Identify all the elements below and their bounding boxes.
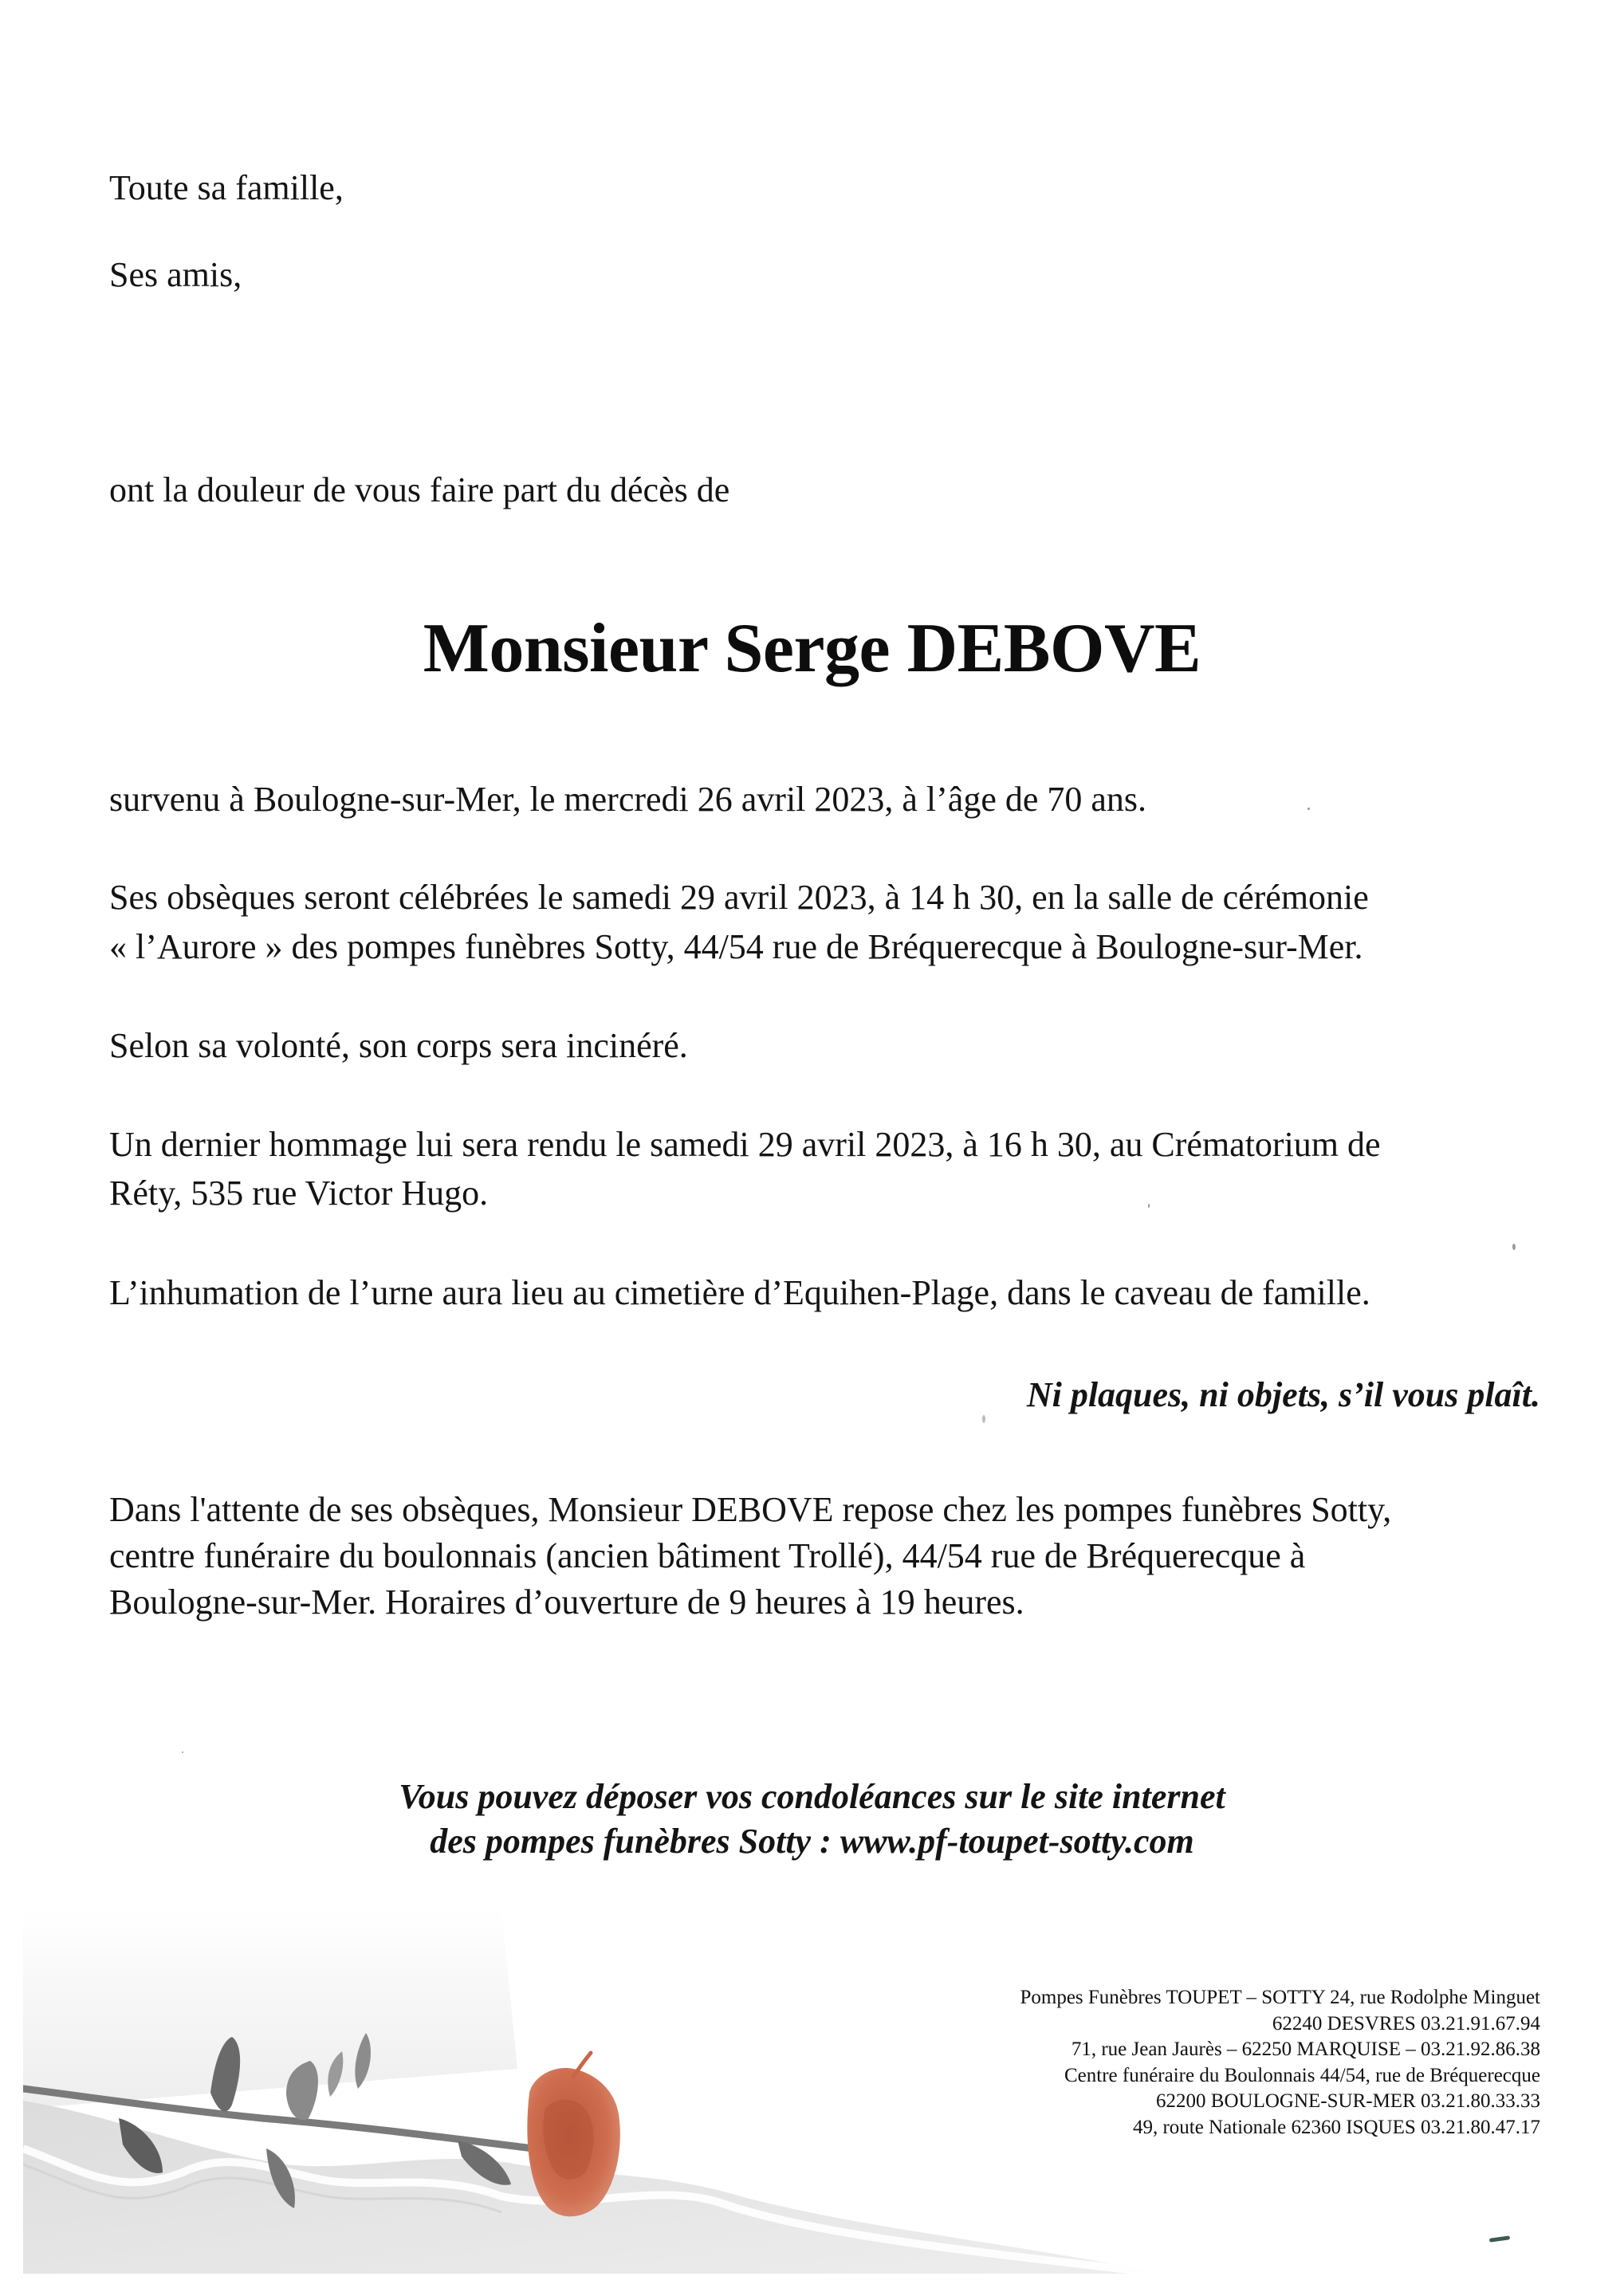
rest-place-line-3: Boulogne-sur-Mer. Horaires d’ouverture de 9 heures à 19 heures. [109, 1582, 1024, 1622]
condolences-line-1: Vous pouvez déposer vos condoléances sur le site internet [399, 1777, 1225, 1816]
tribute-line-2: Réty, 535 rue Victor Hugo. [109, 1174, 489, 1213]
footer-line-desvres: 62240 DESVRES 03.21.91.67.94 [1272, 2012, 1540, 2035]
scan-speck [1148, 1204, 1150, 1208]
greeting-friends: Ses amis, [109, 255, 242, 294]
rest-place-line-1: Dans l'attente de ses obsèques, Monsieur DEBOVE repose chez les pompes funèbres Sotty, [109, 1490, 1392, 1529]
condolences-line-2: des pompes funèbres Sotty : www.pf-toupet-sotty.com [430, 1822, 1194, 1861]
greeting-family: Toute sa famille, [109, 168, 344, 207]
footer-line-centre: Centre funéraire du Boulonnais 44/54, rue de Bréquerecque [1064, 2064, 1540, 2086]
scan-mark [1489, 2235, 1510, 2243]
cremation-text: Selon sa volonté, son corps sera incinéré. [109, 1026, 688, 1065]
burial-text: L’inhumation de l’urne aura lieu au cimetière d’Equihen-Plage, dans le caveau de famille. [109, 1273, 1370, 1312]
scan-speck [182, 1751, 183, 1753]
tribute-line-1: Un dernier hommage lui sera rendu le samedi 29 avril 2023, à 16 h 30, au Crématorium de [109, 1125, 1381, 1164]
footer-line-company: Pompes Funèbres TOUPET – SOTTY 24, rue Rodolphe Minguet [1020, 1987, 1540, 2008]
rest-place-line-2: centre funéraire du boulonnais (ancien bâtiment Trollé), 44/54 rue de Bréquerecque à [109, 1536, 1306, 1575]
funeral-line-1: Ses obsèques seront célébrées le samedi 29 avril 2023, à 14 h 30, en la salle de cérémonie [109, 878, 1369, 917]
scan-speck [1512, 1244, 1516, 1250]
funeral-home-contacts [1020, 1985, 1540, 2141]
no-flowers-request: Ni plaques, ni objets, s’il vous plaît. [1026, 1375, 1540, 1414]
footer-line-boulogne: 62200 BOULOGNE-SUR-MER 03.21.80.33.33 [1156, 2090, 1540, 2112]
scan-speck [1307, 808, 1310, 810]
intro-text: ont la douleur de vous faire part du décès de [109, 470, 730, 509]
death-announcement: survenu à Boulogne-sur-Mer, le mercredi 26 avril 2023, à l’âge de 70 ans. [109, 780, 1147, 819]
deceased-name-heading: Monsieur Serge DEBOVE [423, 610, 1201, 687]
rose-on-beach-image [23, 1909, 1187, 2274]
scan-speck [982, 1415, 985, 1423]
footer-line-marquise: 71, rue Jean Jaurès – 62250 MARQUISE – 03.21.92.86.38 [1071, 2038, 1540, 2060]
funeral-line-2: « l’Aurore » des pompes funèbres Sotty, 44/54 rue de Bréquerecque à Boulogne-sur-Mer. [109, 927, 1363, 966]
footer-line-isques: 49, route Nationale 62360 ISQUES 03.21.80.47.17 [1132, 2116, 1540, 2138]
